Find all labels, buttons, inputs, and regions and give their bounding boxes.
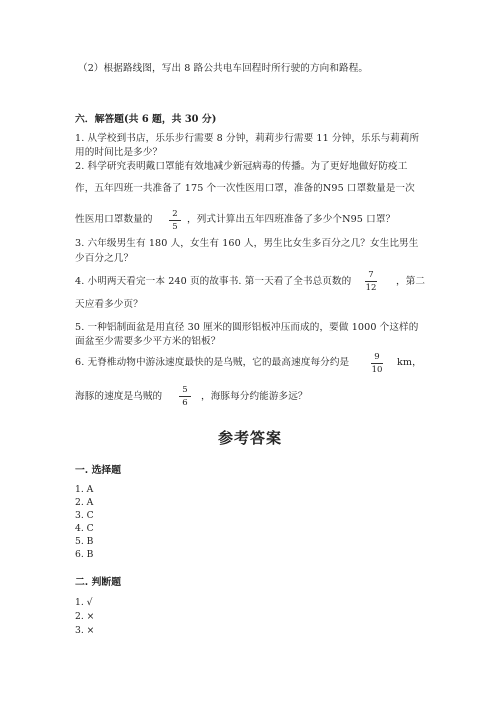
q3-line1: 3. 六年级男生有 180 人，女生有 160 人，男生比女生多百分之几？女生比男生 bbox=[75, 238, 419, 249]
fraction-denominator: 10 bbox=[371, 365, 383, 375]
fraction-numerator: 7 bbox=[368, 270, 374, 280]
q4-line1-start: 4. 小明两天看完一本 240 页的故事书. 第一天看了全书总页数的 bbox=[75, 276, 352, 287]
q4-line1-end: ，第二 bbox=[396, 276, 426, 287]
fraction-bar bbox=[169, 220, 181, 221]
q2-line3-start: 性医用口罩数量的 bbox=[75, 214, 153, 225]
fraction-seven-twelfths bbox=[364, 270, 378, 293]
fraction-bar bbox=[371, 363, 383, 364]
fraction-denominator: 5 bbox=[172, 222, 178, 232]
q4-line2: 天应看多少页？ bbox=[75, 299, 143, 310]
q2-line3-end: ，列式计算出五年四班准备了多少个N95 口罩？ bbox=[187, 214, 396, 225]
choice-answer: 3. C bbox=[75, 510, 94, 521]
choice-answer: 6. B bbox=[75, 549, 94, 560]
q6-line1-start: 6. 无脊椎动物中游泳速度最快的是乌贼，它的最高速度每分约是 bbox=[75, 357, 350, 368]
fraction-denominator: 12 bbox=[365, 283, 377, 293]
q1-line1: 1. 从学校到书店，乐乐步行需要 8 分钟，莉莉步行需要 11 分钟，乐乐与莉莉所 bbox=[75, 133, 420, 144]
choice-answer: 2. A bbox=[75, 497, 94, 508]
q2-line2: 作，五年四班一共准备了 175 个一次性医用口罩，准备的N95 口罩数量是一次 bbox=[75, 183, 415, 194]
q5-line1: 5. 一种铝制面盆是用直径 30 厘米的圆形铝板冲压而成的，要做 1000 个这样的 bbox=[75, 322, 419, 333]
choice-heading: 一. 选择题 bbox=[75, 465, 122, 476]
q6-line2-start: 海豚的速度是乌贼的 bbox=[75, 391, 163, 402]
intro-line: （2）根据路线图，写出 8 路公共电车回程时所行驶的方向和路程。 bbox=[78, 63, 369, 74]
fraction-two-fifths bbox=[168, 209, 182, 232]
fraction-five-sixths bbox=[178, 385, 192, 408]
fraction-bar bbox=[179, 396, 191, 397]
fraction-nine-tenths bbox=[370, 352, 384, 375]
q1-line2: 用的时间比是多少？ bbox=[75, 147, 163, 158]
judge-answer: 3. × bbox=[75, 625, 95, 636]
fraction-numerator: 9 bbox=[374, 352, 380, 362]
judge-answer: 2. × bbox=[75, 611, 95, 622]
choice-answer: 1. A bbox=[75, 484, 94, 495]
q6-line2-end: ，海豚每分约能游多远？ bbox=[201, 391, 308, 402]
q3-line2: 少百分之几？ bbox=[75, 253, 134, 264]
judge-heading: 二. 判断题 bbox=[75, 577, 122, 588]
answers-title: 参考答案 bbox=[217, 429, 282, 447]
fraction-bar bbox=[365, 281, 377, 282]
fraction-numerator: 5 bbox=[182, 385, 188, 395]
choice-answer: 4. C bbox=[75, 523, 94, 534]
q2-line1: 2. 科学研究表明戴口罩能有效地减少新冠病毒的传播。为了更好地做好防疫工 bbox=[75, 161, 408, 172]
judge-answer: 1. √ bbox=[75, 597, 93, 608]
choice-answer: 5. B bbox=[75, 536, 94, 547]
q5-line2: 面盆至少需要多少平方米的铝板？ bbox=[75, 336, 221, 347]
section6-heading: 六．解答题(共 6 题，共 30 分) bbox=[75, 114, 217, 125]
fraction-denominator: 6 bbox=[182, 398, 188, 408]
fraction-numerator: 2 bbox=[172, 209, 178, 219]
q6-line1-end: km， bbox=[397, 357, 422, 368]
